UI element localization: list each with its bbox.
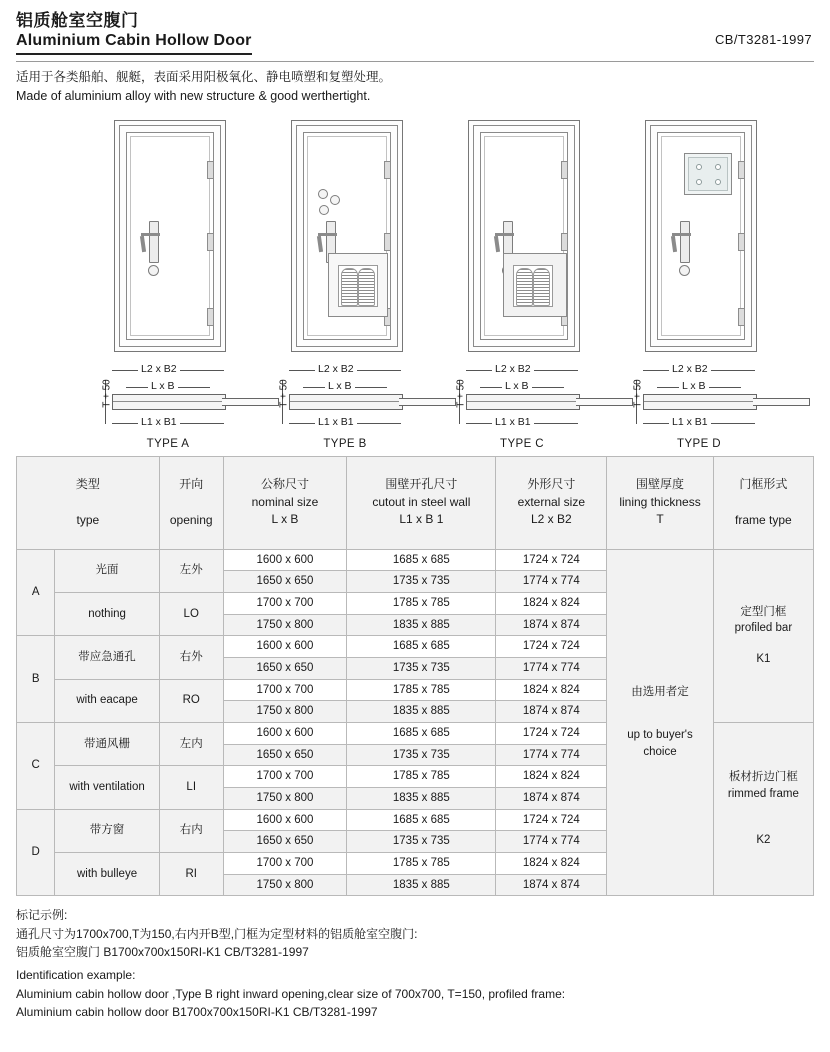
hinge-icon [207, 233, 214, 251]
opening-ro-cn: 右外 [159, 636, 223, 679]
door-handle-icon [672, 221, 702, 269]
header-opening: 开向 opening [159, 456, 223, 549]
cutout-size-cell: 1685 x 685 [347, 809, 496, 831]
door-drawing-type-d [625, 120, 817, 450]
external-size-cell: 1774 x 774 [496, 657, 607, 679]
header-lining-thickness: 围壁厚度 lining thickness T [607, 456, 714, 549]
cutout-size-cell: 1685 x 685 [347, 636, 496, 658]
nominal-size-cell: 1750 x 800 [223, 614, 347, 636]
ventilation-louver [513, 265, 553, 307]
table-header-row [17, 456, 814, 549]
nominal-size-cell: 1750 x 800 [223, 874, 347, 896]
opening-ri-en: RI [159, 852, 223, 895]
description-cn: 适用于各类船舶、舰艇，表面采用阳极氧化、静电喷塑和复塑处理。 [16, 70, 392, 85]
type-desc-d-en: with bulleye [55, 852, 159, 895]
external-size-cell: 1824 x 824 [496, 592, 607, 614]
elevation-type-d [645, 120, 757, 352]
drawings-row [16, 120, 814, 450]
section-view-type-d [625, 360, 817, 450]
notes-en-line1: Aluminium cabin hollow door ,Type B right inward opening,clear size of 700x700, T=150, profiled frame: [16, 986, 566, 1001]
specification-table [16, 456, 814, 897]
hinge-icon [384, 233, 391, 251]
section-body [643, 394, 757, 410]
external-size-cell: 1774 x 774 [496, 744, 607, 766]
dimension-vertical [273, 378, 290, 424]
section-body [112, 394, 226, 410]
door-drawing-type-c [448, 120, 640, 450]
nominal-size-cell: 1750 x 800 [223, 701, 347, 723]
type-letter-a: A [17, 549, 55, 636]
door-drawing-type-a [94, 120, 286, 450]
dimension-label-external: L2 x B2 [138, 363, 180, 375]
header-divider [16, 61, 814, 62]
type-desc-a-cn: 光面 [55, 549, 159, 592]
cutout-size-cell: 1685 x 685 [347, 722, 496, 744]
frame-type-k1-cell: 定型门框 profiled bar K1 [713, 549, 813, 722]
dimension-label-cutout: L1 x B1 [315, 416, 357, 428]
nominal-size-cell: 1700 x 700 [223, 766, 347, 788]
opening-lo-en: LO [159, 592, 223, 635]
cutout-size-cell: 1785 x 785 [347, 852, 496, 874]
dimension-label-thickness: T + 50 [455, 378, 467, 408]
cutout-size-cell: 1785 x 785 [347, 679, 496, 701]
type-letter-b: B [17, 636, 55, 723]
bulleye-window [684, 153, 732, 195]
dimension-vertical [96, 378, 113, 424]
frame-type-k2-cell: 板材折边门框 rimmed frame K2 [713, 722, 813, 895]
type-desc-a-en: nothing [55, 592, 159, 635]
header-cutout-size: 围壁开孔尺寸 cutout in steel wall L1 x B 1 [347, 456, 496, 549]
cutout-size-cell: 1735 x 735 [347, 744, 496, 766]
nominal-size-cell: 1600 x 600 [223, 636, 347, 658]
opening-ro-en: RO [159, 679, 223, 722]
ventilation-grille-panel [503, 253, 567, 317]
escape-bolts-icon [318, 189, 340, 215]
dimension-label-nominal: L x B [148, 380, 178, 392]
cutout-size-cell: 1685 x 685 [347, 549, 496, 571]
notes-cn-line1: 通孔尺寸为1700x700,T为150,右内开B型,门框为定型材料的铝质舱室空腹门: [16, 926, 418, 941]
type-letter-c: C [17, 722, 55, 809]
external-size-cell: 1874 x 874 [496, 874, 607, 896]
dimension-label-external: L2 x B2 [492, 363, 534, 375]
nominal-size-cell: 1650 x 650 [223, 657, 347, 679]
type-desc-d-cn: 带方窗 [55, 809, 159, 852]
external-size-cell: 1824 x 824 [496, 766, 607, 788]
opening-li-en: LI [159, 766, 223, 809]
dimension-label-external: L2 x B2 [315, 363, 357, 375]
section-body [466, 394, 580, 410]
cutout-size-cell: 1785 x 785 [347, 592, 496, 614]
header-type: 类型 type [17, 456, 160, 549]
cutout-size-cell: 1735 x 735 [347, 571, 496, 593]
dimension-label-external: L2 x B2 [669, 363, 711, 375]
standard-code: CB/T3281-1997 [715, 32, 812, 47]
external-size-cell: 1724 x 724 [496, 722, 607, 744]
escape-hatch-panel [328, 253, 388, 317]
external-size-cell: 1774 x 774 [496, 571, 607, 593]
elevation-type-c [468, 120, 580, 352]
external-size-cell: 1774 x 774 [496, 831, 607, 853]
door-drawing-type-b [271, 120, 463, 450]
dimension-label-thickness: T + 50 [632, 378, 644, 408]
type-desc-c-en: with ventilation [55, 766, 159, 809]
section-extension [753, 398, 810, 406]
nominal-size-cell: 1650 x 650 [223, 744, 347, 766]
notes-cn-line2: 铝质舱室空腹门 B1700x700x150RI-K1 CB/T3281-1997 [16, 945, 309, 960]
notes-en-line2: Aluminium cabin hollow door B1700x700x150RI-K1 CB/T3281-1997 [16, 1005, 378, 1020]
hinge-icon [738, 161, 745, 179]
nominal-size-cell: 1750 x 800 [223, 787, 347, 809]
type-label-b: TYPE B [323, 437, 367, 450]
hinge-icon [738, 308, 745, 326]
cutout-size-cell: 1835 x 885 [347, 787, 496, 809]
dimension-label-nominal: L x B [325, 380, 355, 392]
type-desc-b-en: with eacape [55, 679, 159, 722]
external-size-cell: 1824 x 824 [496, 852, 607, 874]
type-label-a: TYPE A [146, 437, 190, 450]
hinge-icon [207, 308, 214, 326]
nominal-size-cell: 1600 x 600 [223, 809, 347, 831]
dimension-label-cutout: L1 x B1 [138, 416, 180, 428]
section-view-type-c [448, 360, 640, 450]
external-size-cell: 1724 x 724 [496, 809, 607, 831]
door-leaf [657, 132, 745, 340]
external-size-cell: 1874 x 874 [496, 614, 607, 636]
opening-lo-cn: 左外 [159, 549, 223, 592]
dimension-vertical [627, 378, 644, 424]
type-desc-c-cn: 带通风栅 [55, 722, 159, 765]
section-view-type-a [94, 360, 286, 450]
notes-title-cn: 标记示例: [16, 908, 68, 923]
elevation-type-a [114, 120, 226, 352]
hinge-icon [738, 233, 745, 251]
opening-li-cn: 左内 [159, 722, 223, 765]
type-desc-b-cn: 带应急通孔 [55, 636, 159, 679]
nominal-size-cell: 1700 x 700 [223, 679, 347, 701]
nominal-size-cell: 1600 x 600 [223, 549, 347, 571]
window-glass [688, 157, 728, 191]
dimension-label-thickness: T + 50 [278, 378, 290, 408]
door-leaf [126, 132, 214, 340]
nominal-size-cell: 1650 x 650 [223, 571, 347, 593]
cutout-size-cell: 1835 x 885 [347, 701, 496, 723]
page-title-en: Aluminium Cabin Hollow Door [16, 31, 252, 55]
external-size-cell: 1824 x 824 [496, 679, 607, 701]
type-letter-d: D [17, 809, 55, 896]
external-size-cell: 1724 x 724 [496, 549, 607, 571]
document-header [16, 0, 814, 106]
cutout-size-cell: 1735 x 735 [347, 657, 496, 679]
dimension-label-cutout: L1 x B1 [492, 416, 534, 428]
external-size-cell: 1874 x 874 [496, 787, 607, 809]
opening-ri-cn: 右内 [159, 809, 223, 852]
external-size-cell: 1874 x 874 [496, 701, 607, 723]
dimension-label-cutout: L1 x B1 [669, 416, 711, 428]
page-title-cn: 铝质舱室空腹门 [16, 11, 139, 30]
header-external-size: 外形尺寸 external size L2 x B2 [496, 456, 607, 549]
identification-notes [16, 906, 814, 1022]
description-en: Made of aluminium alloy with new structure & good werthertight. [16, 88, 371, 103]
elevation-type-b [291, 120, 403, 352]
header-frame-type: 门框形式 frame type [713, 456, 813, 549]
cutout-size-cell: 1735 x 735 [347, 831, 496, 853]
dimension-label-nominal: L x B [502, 380, 532, 392]
nominal-size-cell: 1600 x 600 [223, 722, 347, 744]
hinge-icon [384, 161, 391, 179]
hinge-icon [207, 161, 214, 179]
external-size-cell: 1724 x 724 [496, 636, 607, 658]
hinge-icon [561, 233, 568, 251]
dimension-label-nominal: L x B [679, 380, 709, 392]
section-body [289, 394, 403, 410]
section-view-type-b [271, 360, 463, 450]
dimension-label-thickness: T + 50 [101, 378, 113, 408]
cutout-size-cell: 1835 x 885 [347, 614, 496, 636]
table-row [17, 549, 814, 571]
notes-title-en: Identification example: [16, 968, 136, 983]
door-leaf [303, 132, 391, 340]
nominal-size-cell: 1700 x 700 [223, 852, 347, 874]
door-leaf [480, 132, 568, 340]
dimension-vertical [450, 378, 467, 424]
nominal-size-cell: 1700 x 700 [223, 592, 347, 614]
cutout-size-cell: 1785 x 785 [347, 766, 496, 788]
cutout-size-cell: 1835 x 885 [347, 874, 496, 896]
lining-thickness-cell: 由选用者定 up to buyer's choice [607, 549, 714, 896]
type-label-d: TYPE D [677, 437, 721, 450]
hinge-icon [561, 161, 568, 179]
type-label-c: TYPE C [500, 437, 544, 450]
escape-louver [338, 265, 378, 307]
header-nominal-size: 公称尺寸 nominal size L x B [223, 456, 347, 549]
door-handle-icon [141, 221, 171, 269]
nominal-size-cell: 1650 x 650 [223, 831, 347, 853]
